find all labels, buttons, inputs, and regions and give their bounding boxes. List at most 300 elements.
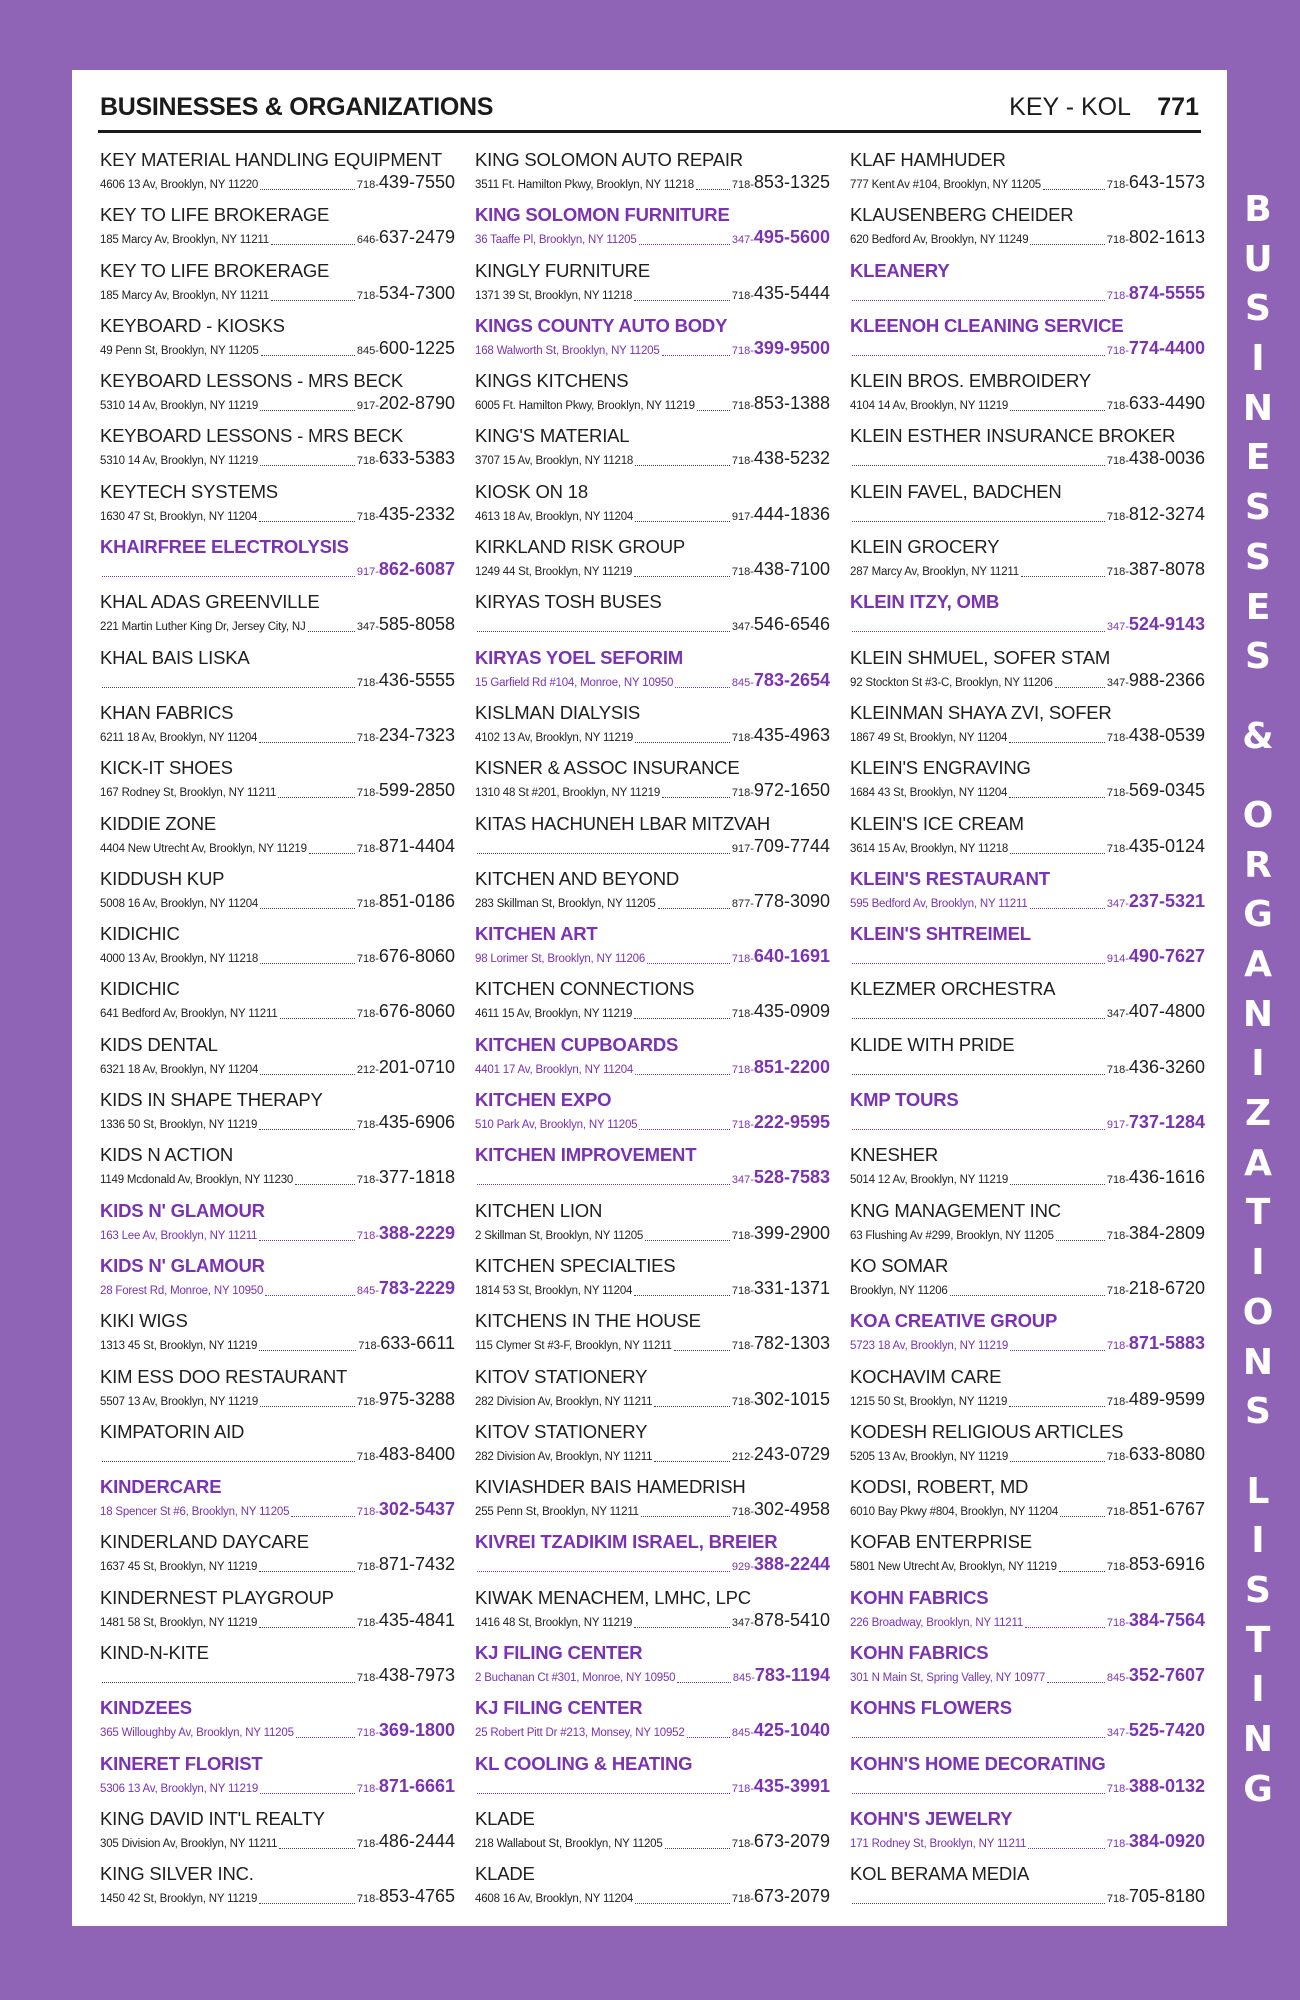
listing-detail-line — [100, 337, 455, 362]
listing-phone — [732, 669, 830, 694]
listing-entry — [850, 701, 1205, 756]
listing-detail-line — [475, 1388, 830, 1413]
listing-entry — [100, 1088, 455, 1143]
listing-detail-line — [475, 1719, 830, 1744]
sidebar-vertical-label — [1232, 190, 1284, 1810]
phone-number: 871-6661 — [378, 1775, 455, 1796]
phone-number: 377-1818 — [378, 1167, 455, 1188]
listing-name: KIDDUSH KUP — [100, 867, 225, 889]
phone-number: 222-9595 — [753, 1112, 830, 1133]
listing-name: KINDERLAND DAYCARE — [100, 1531, 309, 1553]
area-code: 718- — [356, 897, 379, 910]
listing-entry — [475, 369, 830, 424]
dot-leader — [477, 853, 730, 854]
area-code: 718- — [1106, 731, 1129, 744]
phone-number: 438-0036 — [1128, 448, 1205, 469]
dot-leader — [675, 687, 730, 688]
listing-address: 98 Lorimer St, Brooklyn, NY 11206 — [475, 953, 646, 966]
phone-number: 302-4958 — [753, 1499, 830, 1520]
area-code: 718- — [731, 1782, 754, 1795]
area-code: 845- — [356, 1284, 379, 1297]
dot-leader — [634, 1018, 730, 1019]
area-code: 718- — [731, 731, 754, 744]
listing-entry — [100, 1309, 455, 1364]
area-code: 718- — [731, 787, 754, 800]
listing-entry — [475, 701, 830, 756]
listing-address: 167 Rodney St, Brooklyn, NY 11211 — [100, 787, 277, 800]
phone-number: 435-4841 — [378, 1609, 455, 1630]
phone-number: 972-1650 — [753, 780, 830, 801]
listing-address: 4611 15 Av, Brooklyn, NY 11219 — [475, 1008, 633, 1021]
listing-phone — [732, 447, 830, 472]
listing-entry — [475, 480, 830, 535]
area-code: 347- — [731, 621, 754, 634]
listing-detail-line — [100, 1830, 455, 1855]
dot-leader — [635, 521, 730, 522]
listing-detail-line — [475, 1056, 830, 1081]
sidebar-letter: A — [1244, 944, 1272, 985]
listing-phone — [357, 835, 455, 860]
listing-entry — [100, 1862, 455, 1917]
dot-leader — [1009, 797, 1105, 798]
area-code: 718- — [1106, 1340, 1129, 1353]
listing-address: 5507 13 Av, Brooklyn, NY 11219 — [100, 1395, 259, 1408]
area-code: 718- — [731, 1395, 754, 1408]
listing-entry — [475, 1088, 830, 1143]
listing-phone — [732, 1388, 830, 1413]
sidebar-letter: I — [1251, 1242, 1265, 1284]
listing-phone — [357, 1111, 455, 1136]
listing-address: 5723 18 Av, Brooklyn, NY 11219 — [850, 1340, 1009, 1353]
listing-phone — [1107, 1443, 1205, 1468]
listing-entry — [100, 369, 455, 424]
phone-number: 633-6611 — [380, 1333, 455, 1354]
listing-column-1 — [100, 148, 455, 1918]
dot-leader — [1009, 1406, 1105, 1407]
listing-address: 365 Willoughby Av, Brooklyn, NY 11205 — [100, 1727, 294, 1740]
listing-phone — [357, 503, 455, 528]
phone-number: 388-2229 — [378, 1222, 455, 1243]
listing-address: 218 Wallabout St, Brooklyn, NY 11205 — [475, 1837, 663, 1850]
listing-detail-line — [475, 171, 830, 196]
phone-number: 495-5600 — [753, 227, 830, 248]
listing-address: 1637 45 St, Brooklyn, NY 11219 — [100, 1561, 258, 1574]
phone-number: 407-4800 — [1128, 1001, 1205, 1022]
listing-detail-line — [475, 282, 830, 307]
listing-name: KLEIN'S ICE CREAM — [850, 812, 1024, 834]
listing-detail-line — [850, 1498, 1205, 1523]
sidebar-letter: S — [1245, 636, 1271, 678]
listing-phone — [357, 1166, 455, 1191]
listing-detail-line — [475, 890, 830, 915]
listing-phone — [357, 1719, 455, 1744]
listing-name: KLAUSENBERG CHEIDER — [850, 204, 1074, 226]
listing-detail-line — [850, 1719, 1205, 1744]
area-code: 347- — [731, 1616, 754, 1629]
listing-entry — [850, 867, 1205, 922]
listing-phone — [357, 1056, 455, 1081]
area-code: 347- — [1106, 676, 1129, 689]
phone-number: 384-2809 — [1128, 1222, 1205, 1243]
listing-address: 1481 58 St, Brooklyn, NY 11219 — [100, 1616, 258, 1629]
area-code: 718- — [731, 400, 754, 413]
listing-phone — [1107, 945, 1205, 970]
phone-number: 988-2366 — [1128, 669, 1205, 690]
listing-entry — [475, 1696, 830, 1751]
listing-entry — [850, 369, 1205, 424]
area-code: 718- — [356, 1008, 379, 1021]
listing-address: 777 Kent Av #104, Brooklyn, NY 11205 — [850, 179, 1042, 191]
listing-name: KIDS N' GLAMOUR — [100, 1254, 265, 1276]
dot-leader — [477, 1571, 730, 1572]
dot-leader — [1021, 576, 1105, 577]
listing-detail-line — [850, 1443, 1205, 1468]
phone-number: 871-5883 — [1128, 1333, 1205, 1354]
listing-entry — [850, 756, 1205, 811]
listing-name: KINDZEES — [100, 1697, 192, 1719]
sidebar-letter: N — [1242, 1719, 1274, 1760]
listing-phone — [1107, 503, 1205, 528]
listing-phone — [358, 1332, 455, 1357]
listing-detail-line — [100, 724, 455, 749]
area-code: 914- — [1106, 953, 1129, 966]
phone-number: 874-5555 — [1128, 282, 1205, 303]
phone-number: 435-0909 — [753, 1001, 830, 1022]
area-code: 718- — [356, 1506, 379, 1519]
listing-phone — [357, 1000, 455, 1025]
phone-number: 853-1388 — [753, 393, 830, 414]
area-code: 718- — [1106, 344, 1129, 357]
area-code: 718- — [1106, 1174, 1129, 1187]
listing-phone — [1107, 447, 1205, 472]
area-code: 718- — [356, 1727, 379, 1740]
listing-name: KIDS N' GLAMOUR — [100, 1199, 265, 1221]
listing-phone — [357, 945, 455, 970]
listing-name: KHAIRFREE ELECTROLYSIS — [100, 536, 349, 558]
listing-phone — [357, 1553, 455, 1578]
listing-name: KING SOLOMON FURNITURE — [475, 204, 730, 226]
listing-phone — [732, 1719, 830, 1744]
phone-number: 851-2200 — [753, 1056, 830, 1077]
dot-leader — [271, 244, 355, 245]
phone-number: 673-2079 — [753, 1886, 830, 1907]
listing-detail-line — [475, 503, 830, 528]
area-code: 212- — [731, 1450, 754, 1463]
page-header — [98, 88, 1201, 133]
sidebar-letter: U — [1243, 238, 1273, 280]
listing-address: 5310 14 Av, Brooklyn, NY 11219 — [100, 455, 259, 468]
area-code: 877- — [731, 897, 754, 910]
listing-detail-line — [850, 226, 1205, 251]
listing-address: 1814 53 St, Brooklyn, NY 11204 — [475, 1284, 633, 1297]
phone-number: 388-0132 — [1128, 1775, 1205, 1796]
listing-entry — [100, 1807, 455, 1862]
listing-phone — [1107, 1885, 1205, 1910]
listing-detail-line — [100, 503, 455, 528]
listing-name: KLEIN FAVEL, BADCHEN — [850, 480, 1062, 502]
listing-detail-line — [100, 1277, 455, 1302]
area-code: 718- — [356, 1616, 379, 1629]
listing-phone — [357, 1664, 455, 1689]
area-code: 718- — [1106, 510, 1129, 523]
dot-leader — [1047, 1682, 1105, 1683]
listing-address: 1630 47 St, Brooklyn, NY 11204 — [100, 510, 258, 523]
phone-number: 853-6916 — [1128, 1554, 1205, 1575]
listing-entry — [475, 646, 830, 701]
listing-detail-line — [475, 392, 830, 417]
listing-phone — [1107, 1664, 1205, 1689]
listing-name: KJ FILING CENTER — [475, 1697, 643, 1719]
dot-leader — [1025, 1627, 1105, 1628]
listing-address: 1416 48 St, Brooklyn, NY 11219 — [475, 1616, 633, 1629]
sidebar-letter: S — [1245, 487, 1271, 529]
listing-entry — [475, 1530, 830, 1585]
dot-leader — [634, 576, 730, 577]
listing-address: 3511 Ft. Hamilton Pkwy, Brooklyn, NY 11218 — [475, 179, 694, 191]
dot-leader — [259, 1129, 355, 1130]
phone-number: 812-3274 — [1128, 503, 1205, 524]
listing-phone — [1107, 1111, 1205, 1136]
listing-address: 1313 45 St, Brooklyn, NY 11219 — [100, 1340, 258, 1353]
area-code: 718- — [356, 1782, 379, 1795]
listing-name: KLEIN ITZY, OMB — [850, 591, 1000, 613]
dot-leader — [647, 963, 730, 964]
listing-address: 6010 Bay Pkwy #804, Brooklyn, NY 11204 — [850, 1506, 1059, 1519]
listing-detail-line — [850, 392, 1205, 417]
dot-leader — [641, 1516, 730, 1517]
area-code: 347- — [1106, 1727, 1129, 1740]
listing-phone — [1107, 890, 1205, 915]
phone-number: 438-7100 — [753, 559, 830, 580]
dot-leader — [852, 1074, 1105, 1075]
listing-address: 171 Rodney St, Brooklyn, NY 11211 — [850, 1837, 1027, 1850]
listing-phone — [732, 282, 830, 307]
listing-entry — [100, 424, 455, 479]
area-code: 718- — [1106, 179, 1129, 191]
dot-leader — [639, 1129, 730, 1130]
listing-detail-line — [475, 1830, 830, 1855]
listing-phone — [732, 1166, 830, 1191]
dot-leader — [852, 465, 1105, 466]
listing-name: KIVIASHDER BAIS HAMEDRISH — [475, 1476, 746, 1498]
phone-number: 802-1613 — [1128, 227, 1205, 248]
listing-name: KOHN'S JEWELRY — [850, 1807, 1013, 1829]
listing-phone — [357, 779, 455, 804]
listing-detail-line — [850, 282, 1205, 307]
area-code: 718- — [356, 1893, 379, 1906]
phone-number: 331-1371 — [753, 1277, 830, 1298]
phone-number: 851-0186 — [378, 890, 455, 911]
listing-phone — [357, 1830, 455, 1855]
listing-detail-line — [100, 226, 455, 251]
dot-leader — [696, 189, 730, 190]
area-code: 347- — [1106, 897, 1129, 910]
listing-phone — [357, 1277, 455, 1302]
area-code: 845- — [356, 344, 379, 357]
area-code: 718- — [731, 179, 754, 191]
area-code: 718- — [1106, 234, 1129, 247]
dot-leader — [852, 1129, 1105, 1130]
listing-entry — [850, 1641, 1205, 1696]
listing-address: 4608 16 Av, Brooklyn, NY 11204 — [475, 1893, 634, 1906]
listing-entry — [850, 1365, 1205, 1420]
phone-number: 585-8058 — [378, 614, 455, 635]
sidebar-letter: S — [1245, 1569, 1271, 1611]
area-code: 212- — [356, 1063, 379, 1076]
listing-name: KOA CREATIVE GROUP — [850, 1310, 1058, 1332]
phone-number: 302-1015 — [753, 1388, 830, 1409]
listing-phone — [357, 226, 455, 251]
listing-entry — [475, 590, 830, 645]
listing-entry — [475, 424, 830, 479]
listing-phone — [732, 779, 830, 804]
listing-phone — [1107, 613, 1205, 638]
phone-number: 388-2244 — [753, 1554, 830, 1575]
area-code: 917- — [731, 510, 754, 523]
listing-detail-line — [475, 1775, 830, 1800]
dot-leader — [1055, 687, 1105, 688]
listing-detail-line — [850, 558, 1205, 583]
dot-leader — [309, 853, 355, 854]
area-code: 845- — [1106, 1672, 1129, 1685]
listing-entry — [850, 1199, 1205, 1254]
phone-number: 534-7300 — [378, 282, 455, 303]
listing-name: KOHN FABRICS — [850, 1586, 989, 1608]
listing-entry — [475, 148, 830, 203]
dot-leader — [635, 1074, 730, 1075]
listing-entry — [850, 977, 1205, 1032]
listing-detail-line — [850, 1830, 1205, 1855]
listing-entry — [850, 1254, 1205, 1309]
area-code: 917- — [1106, 1119, 1129, 1132]
dot-leader — [658, 908, 730, 909]
sidebar-letter: E — [1245, 586, 1271, 628]
listing-address: 6005 Ft. Hamilton Pkwy, Brooklyn, NY 11219 — [475, 400, 695, 413]
listing-entry — [475, 535, 830, 590]
listing-detail-line — [475, 1498, 830, 1523]
listing-phone — [1107, 1166, 1205, 1191]
dot-leader — [260, 1406, 355, 1407]
phone-number: 438-5232 — [753, 448, 830, 469]
listing-entry — [100, 1199, 455, 1254]
sidebar-letter: N — [1242, 1341, 1274, 1383]
listing-name: KOL BERAMA MEDIA — [850, 1863, 1030, 1885]
listing-entry — [100, 203, 455, 258]
listing-address: 1371 39 St, Brooklyn, NY 11218 — [475, 289, 633, 302]
phone-number: 218-6720 — [1128, 1277, 1205, 1298]
listing-entry — [100, 590, 455, 645]
area-code: 718- — [356, 455, 379, 468]
listing-name: KLEIN'S SHTREIMEL — [850, 923, 1031, 945]
listing-detail-line — [850, 1775, 1205, 1800]
listing-address: 5801 New Utrecht Av, Brooklyn, NY 11219 — [850, 1561, 1057, 1574]
listing-detail-line — [475, 1885, 830, 1910]
listing-phone — [1107, 392, 1205, 417]
listing-name: KLEIN'S RESTAURANT — [850, 867, 1050, 889]
area-code: 718- — [731, 1893, 754, 1906]
dot-leader — [662, 797, 730, 798]
phone-number: 435-3991 — [753, 1775, 830, 1796]
listing-address: 18 Spencer St #6, Brooklyn, NY 11205 — [100, 1506, 290, 1519]
area-code: 718- — [1106, 1229, 1129, 1242]
listing-name: KINDERNEST PLAYGROUP — [100, 1586, 334, 1608]
dot-leader — [1056, 1240, 1105, 1241]
listing-entry — [100, 148, 455, 203]
dot-leader — [674, 1350, 730, 1351]
listing-address: 92 Stockton St #3-C, Brooklyn, NY 11206 — [850, 676, 1053, 689]
dot-leader — [852, 355, 1105, 356]
phone-number: 705-8180 — [1128, 1886, 1205, 1907]
listing-name: KNESHER — [850, 1144, 939, 1166]
listing-entry — [475, 1033, 830, 1088]
listing-address: 1867 49 St, Brooklyn, NY 11204 — [850, 731, 1008, 744]
listing-entry — [475, 203, 830, 258]
listing-name: KITCHEN IMPROVEMENT — [475, 1144, 697, 1166]
listing-phone — [1107, 1719, 1205, 1744]
area-code: 718- — [1106, 1893, 1129, 1906]
area-code: 718- — [356, 1450, 379, 1463]
listing-entry — [475, 1586, 830, 1641]
phone-number: 737-1284 — [1128, 1112, 1205, 1133]
listing-entry — [475, 1199, 830, 1254]
listing-phone — [1107, 1775, 1205, 1800]
area-code: 718- — [731, 344, 754, 357]
listing-address: 4606 13 Av, Brooklyn, NY 11220 — [100, 179, 259, 191]
listing-phone — [732, 835, 830, 860]
dot-leader — [665, 1848, 730, 1849]
phone-number: 637-2479 — [378, 227, 455, 248]
phone-number: 387-8078 — [1128, 559, 1205, 580]
listing-name: KEYBOARD LESSONS - MRS BECK — [100, 425, 404, 447]
area-code: 347- — [731, 234, 754, 247]
listing-phone — [357, 1388, 455, 1413]
listing-name: KO SOMAR — [850, 1254, 949, 1276]
dot-leader — [259, 1627, 355, 1628]
listing-name: KIND-N-KITE — [100, 1642, 209, 1664]
listing-entry — [850, 922, 1205, 977]
phone-number: 483-8400 — [378, 1443, 455, 1464]
listing-name: KLEENOH CLEANING SERVICE — [850, 314, 1124, 336]
listing-address: 282 Division Av, Brooklyn, NY 11211 — [475, 1450, 653, 1463]
listing-address: 63 Flushing Av #299, Brooklyn, NY 11205 — [850, 1229, 1054, 1242]
listing-name: KIMPATORIN AID — [100, 1420, 245, 1442]
listing-phone — [733, 1664, 830, 1689]
listing-name: KITCHEN AND BEYOND — [475, 867, 680, 889]
listing-entry — [475, 867, 830, 922]
listing-phone — [732, 945, 830, 970]
listing-detail-line — [475, 835, 830, 860]
listing-name: KICK-IT SHOES — [100, 757, 233, 779]
listing-detail-line — [475, 724, 830, 749]
listing-phone — [1107, 1000, 1205, 1025]
listing-phone — [357, 669, 455, 694]
area-code: 718- — [1106, 1506, 1129, 1519]
listing-phone — [732, 392, 830, 417]
dot-leader — [852, 1903, 1105, 1904]
listing-entry — [475, 977, 830, 1032]
listing-entry — [100, 1254, 455, 1309]
phone-number: 676-8060 — [378, 946, 455, 967]
listing-entry — [850, 646, 1205, 701]
listing-address: 1215 50 St, Brooklyn, NY 11219 — [850, 1395, 1008, 1408]
phone-number: 435-0124 — [1128, 835, 1205, 856]
sidebar-letter: L — [1246, 1470, 1270, 1512]
listing-phone — [732, 1111, 830, 1136]
listing-detail-line — [850, 503, 1205, 528]
dot-leader — [477, 1793, 730, 1794]
listing-detail-line — [475, 669, 830, 694]
dot-leader — [296, 1737, 355, 1738]
